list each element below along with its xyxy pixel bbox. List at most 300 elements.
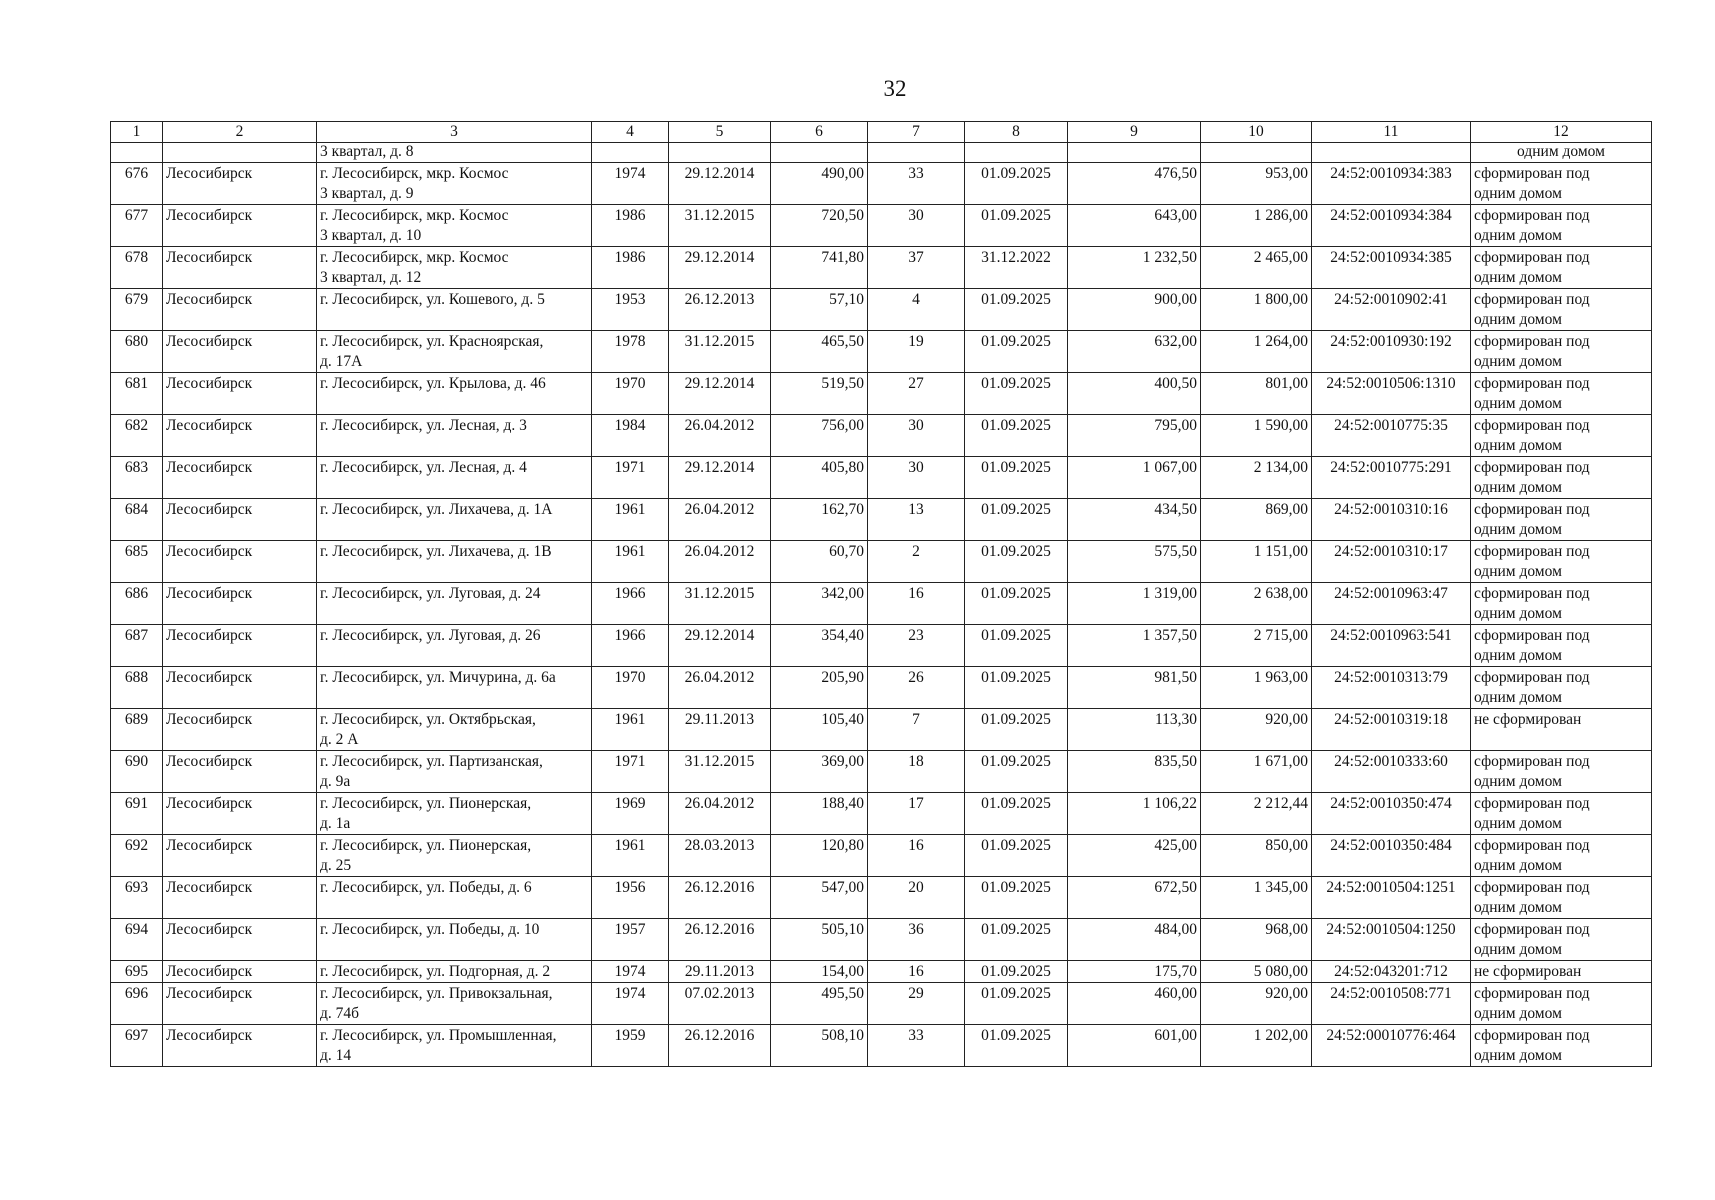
column-number-header bbox=[111, 122, 1652, 143]
address-cell bbox=[317, 331, 592, 373]
date-cell: 31.12.2015 bbox=[669, 205, 771, 247]
cadastral-number-cell: 24:52:0010934:384 bbox=[1312, 205, 1471, 247]
count-cell: 2 bbox=[868, 541, 965, 583]
area-cell: 354,40 bbox=[771, 625, 868, 667]
city-cell: Лесосибирск bbox=[163, 331, 317, 373]
row-number: 680 bbox=[111, 331, 163, 373]
address-cell bbox=[317, 667, 592, 709]
date-cell: 29.12.2014 bbox=[669, 163, 771, 205]
area-cell: 741,80 bbox=[771, 247, 868, 289]
status-line: одним домом bbox=[1474, 353, 1562, 370]
year-cell: 1957 bbox=[592, 919, 669, 961]
land-status-cell bbox=[1471, 983, 1652, 1025]
city-cell: Лесосибирск bbox=[163, 709, 317, 751]
table-row bbox=[111, 793, 1652, 835]
city-cell: Лесосибирск bbox=[163, 793, 317, 835]
address-line: г. Лесосибирск, ул. Луговая, д. 24 bbox=[320, 585, 541, 602]
value-cell: 1 345,00 bbox=[1201, 877, 1312, 919]
value-cell: 2 212,44 bbox=[1201, 793, 1312, 835]
value-cell: 1 151,00 bbox=[1201, 541, 1312, 583]
row-number: 696 bbox=[111, 983, 163, 1025]
planned-date-cell: 01.09.2025 bbox=[965, 331, 1068, 373]
value-cell: 113,30 bbox=[1068, 709, 1201, 751]
count-cell: 27 bbox=[868, 373, 965, 415]
planned-date-cell: 01.09.2025 bbox=[965, 583, 1068, 625]
status-line: одним домом bbox=[1474, 605, 1562, 622]
planned-date-cell: 01.09.2025 bbox=[965, 625, 1068, 667]
cadastral-number-cell: 24:52:0010333:60 bbox=[1312, 751, 1471, 793]
land-status-cell bbox=[1471, 163, 1652, 205]
value-cell: 434,50 bbox=[1068, 499, 1201, 541]
status-line: одним домом bbox=[1474, 311, 1562, 328]
value-cell: 920,00 bbox=[1201, 983, 1312, 1025]
address-line: д. 25 bbox=[320, 857, 352, 874]
row-number: 684 bbox=[111, 499, 163, 541]
city-cell: Лесосибирск bbox=[163, 667, 317, 709]
address-line: г. Лесосибирск, ул. Лихачева, д. 1В bbox=[320, 543, 552, 560]
address-line: д. 14 bbox=[320, 1047, 352, 1064]
address-cell bbox=[317, 961, 592, 983]
table-row bbox=[111, 541, 1652, 583]
cadastral-number-cell: 24:52:00010776:464 bbox=[1312, 1025, 1471, 1067]
city-cell: Лесосибирск bbox=[163, 1025, 317, 1067]
status-line: сформирован под bbox=[1474, 165, 1590, 182]
cadastral-number-cell: 24:52:0010775:291 bbox=[1312, 457, 1471, 499]
count-cell: 36 bbox=[868, 919, 965, 961]
area-cell: 490,00 bbox=[771, 163, 868, 205]
area-cell: 162,70 bbox=[771, 499, 868, 541]
value-cell: 1 067,00 bbox=[1068, 457, 1201, 499]
row-number: 689 bbox=[111, 709, 163, 751]
city-cell: Лесосибирск bbox=[163, 877, 317, 919]
area-cell: 756,00 bbox=[771, 415, 868, 457]
area-cell: 519,50 bbox=[771, 373, 868, 415]
area-cell: 205,90 bbox=[771, 667, 868, 709]
date-cell: 26.04.2012 bbox=[669, 667, 771, 709]
date-cell: 26.12.2016 bbox=[669, 919, 771, 961]
land-status-cell bbox=[1471, 499, 1652, 541]
area-cell: 154,00 bbox=[771, 961, 868, 983]
cadastral-number-cell: 24:52:0010504:1251 bbox=[1312, 877, 1471, 919]
planned-date-cell: 01.09.2025 bbox=[965, 499, 1068, 541]
year-cell: 1971 bbox=[592, 457, 669, 499]
table-row bbox=[111, 835, 1652, 877]
planned-date-cell: 01.09.2025 bbox=[965, 373, 1068, 415]
continuation-row bbox=[111, 143, 1652, 163]
status-line: сформирован под bbox=[1474, 985, 1590, 1002]
cadastral-number-cell: 24:52:0010934:383 bbox=[1312, 163, 1471, 205]
value-cell: 1 319,00 bbox=[1068, 583, 1201, 625]
value-cell: 968,00 bbox=[1201, 919, 1312, 961]
address-line: г. Лесосибирск, ул. Лесная, д. 4 bbox=[320, 459, 527, 476]
land-status-cell bbox=[1471, 1025, 1652, 1067]
year-cell: 1974 bbox=[592, 983, 669, 1025]
city-cell: Лесосибирск bbox=[163, 499, 317, 541]
area-cell: 120,80 bbox=[771, 835, 868, 877]
address-cell bbox=[317, 625, 592, 667]
planned-date-cell: 01.09.2025 bbox=[965, 919, 1068, 961]
row-number: 687 bbox=[111, 625, 163, 667]
address-line: 3 квартал, д. 10 bbox=[320, 227, 422, 244]
date-cell: 29.12.2014 bbox=[669, 247, 771, 289]
value-cell: 920,00 bbox=[1201, 709, 1312, 751]
planned-date-cell: 31.12.2022 bbox=[965, 247, 1068, 289]
value-cell: 835,50 bbox=[1068, 751, 1201, 793]
cadastral-number-cell: 24:52:0010963:541 bbox=[1312, 625, 1471, 667]
address-line: г. Лесосибирск, ул. Лихачева, д. 1А bbox=[320, 501, 553, 518]
city-cell: Лесосибирск bbox=[163, 961, 317, 983]
count-cell: 19 bbox=[868, 331, 965, 373]
status-line: одним домом bbox=[1474, 857, 1562, 874]
table-row bbox=[111, 877, 1652, 919]
status-line: одним домом bbox=[1474, 395, 1562, 412]
status-line: одним домом bbox=[1474, 1005, 1562, 1022]
column-header: 8 bbox=[965, 122, 1068, 143]
value-cell: 601,00 bbox=[1068, 1025, 1201, 1067]
value-cell: 1 800,00 bbox=[1201, 289, 1312, 331]
date-cell: 26.04.2012 bbox=[669, 415, 771, 457]
address-line: г. Лесосибирск, ул. Лесная, д. 3 bbox=[320, 417, 527, 434]
table-row bbox=[111, 247, 1652, 289]
status-line: одним домом bbox=[1474, 899, 1562, 916]
status-line: сформирован под bbox=[1474, 249, 1590, 266]
count-cell: 18 bbox=[868, 751, 965, 793]
column-header: 6 bbox=[771, 122, 868, 143]
cadastral-number-cell: 24:52:0010506:1310 bbox=[1312, 373, 1471, 415]
status-line: не сформирован bbox=[1474, 711, 1582, 728]
status-line: одним домом bbox=[1474, 227, 1562, 244]
planned-date-cell: 01.09.2025 bbox=[965, 205, 1068, 247]
land-status-cell bbox=[1471, 961, 1652, 983]
status-line: одним домом bbox=[1474, 773, 1562, 790]
address-line: д. 2 А bbox=[320, 731, 359, 748]
land-status-cell bbox=[1471, 205, 1652, 247]
city-cell: Лесосибирск bbox=[163, 541, 317, 583]
column-header: 12 bbox=[1471, 122, 1652, 143]
address-line: г. Лесосибирск, ул. Октябрьская, bbox=[320, 711, 536, 728]
city-cell: Лесосибирск bbox=[163, 983, 317, 1025]
date-cell: 26.12.2016 bbox=[669, 1025, 771, 1067]
address-line: г. Лесосибирск, ул. Победы, д. 10 bbox=[320, 921, 540, 938]
cadastral-number-cell: 24:52:0010350:484 bbox=[1312, 835, 1471, 877]
year-cell: 1970 bbox=[592, 667, 669, 709]
date-cell: 31.12.2015 bbox=[669, 331, 771, 373]
address-line: д. 9а bbox=[320, 773, 351, 790]
row-number: 683 bbox=[111, 457, 163, 499]
row-number: 686 bbox=[111, 583, 163, 625]
area-cell: 57,10 bbox=[771, 289, 868, 331]
address-cell bbox=[317, 247, 592, 289]
land-status-cell bbox=[1471, 331, 1652, 373]
city-cell: Лесосибирск bbox=[163, 583, 317, 625]
city-cell: Лесосибирск bbox=[163, 373, 317, 415]
column-header: 7 bbox=[868, 122, 965, 143]
continuation-address: 3 квартал, д. 8 bbox=[317, 143, 592, 163]
city-cell: Лесосибирск bbox=[163, 163, 317, 205]
table-row bbox=[111, 289, 1652, 331]
count-cell: 16 bbox=[868, 961, 965, 983]
date-cell: 29.12.2014 bbox=[669, 373, 771, 415]
count-cell: 30 bbox=[868, 415, 965, 457]
status-line: сформирован под bbox=[1474, 291, 1590, 308]
planned-date-cell: 01.09.2025 bbox=[965, 415, 1068, 457]
row-number: 682 bbox=[111, 415, 163, 457]
address-cell bbox=[317, 877, 592, 919]
date-cell: 31.12.2015 bbox=[669, 751, 771, 793]
city-cell: Лесосибирск bbox=[163, 415, 317, 457]
status-line: сформирован под bbox=[1474, 753, 1590, 770]
value-cell: 175,70 bbox=[1068, 961, 1201, 983]
column-header: 2 bbox=[163, 122, 317, 143]
value-cell: 981,50 bbox=[1068, 667, 1201, 709]
status-line: сформирован под bbox=[1474, 795, 1590, 812]
land-status-cell bbox=[1471, 289, 1652, 331]
status-line: одним домом bbox=[1474, 185, 1562, 202]
land-status-cell bbox=[1471, 793, 1652, 835]
cadastral-number-cell: 24:52:043201:712 bbox=[1312, 961, 1471, 983]
status-line: сформирован под bbox=[1474, 543, 1590, 560]
year-cell: 1986 bbox=[592, 205, 669, 247]
column-header: 10 bbox=[1201, 122, 1312, 143]
value-cell: 2 134,00 bbox=[1201, 457, 1312, 499]
value-cell: 900,00 bbox=[1068, 289, 1201, 331]
value-cell: 460,00 bbox=[1068, 983, 1201, 1025]
area-cell: 188,40 bbox=[771, 793, 868, 835]
year-cell: 1966 bbox=[592, 583, 669, 625]
count-cell: 37 bbox=[868, 247, 965, 289]
year-cell: 1970 bbox=[592, 373, 669, 415]
address-cell bbox=[317, 163, 592, 205]
year-cell: 1974 bbox=[592, 163, 669, 205]
count-cell: 7 bbox=[868, 709, 965, 751]
row-number: 688 bbox=[111, 667, 163, 709]
date-cell: 28.03.2013 bbox=[669, 835, 771, 877]
area-cell: 369,00 bbox=[771, 751, 868, 793]
date-cell: 29.11.2013 bbox=[669, 709, 771, 751]
cadastral-number-cell: 24:52:0010504:1250 bbox=[1312, 919, 1471, 961]
row-number: 677 bbox=[111, 205, 163, 247]
status-line: сформирован под bbox=[1474, 501, 1590, 518]
value-cell: 953,00 bbox=[1201, 163, 1312, 205]
value-cell: 1 232,50 bbox=[1068, 247, 1201, 289]
table-row bbox=[111, 709, 1652, 751]
row-number: 676 bbox=[111, 163, 163, 205]
column-header: 5 bbox=[669, 122, 771, 143]
housing-registry-table bbox=[110, 121, 1652, 1067]
table-row bbox=[111, 331, 1652, 373]
address-cell bbox=[317, 541, 592, 583]
planned-date-cell: 01.09.2025 bbox=[965, 1025, 1068, 1067]
count-cell: 30 bbox=[868, 205, 965, 247]
year-cell: 1966 bbox=[592, 625, 669, 667]
value-cell: 5 080,00 bbox=[1201, 961, 1312, 983]
cadastral-number-cell: 24:52:0010902:41 bbox=[1312, 289, 1471, 331]
city-cell: Лесосибирск bbox=[163, 919, 317, 961]
address-cell bbox=[317, 1025, 592, 1067]
date-cell: 29.11.2013 bbox=[669, 961, 771, 983]
count-cell: 20 bbox=[868, 877, 965, 919]
value-cell: 2 465,00 bbox=[1201, 247, 1312, 289]
value-cell: 1 106,22 bbox=[1068, 793, 1201, 835]
value-cell: 400,50 bbox=[1068, 373, 1201, 415]
address-cell bbox=[317, 793, 592, 835]
area-cell: 405,80 bbox=[771, 457, 868, 499]
address-line: 3 квартал, д. 9 bbox=[320, 185, 414, 202]
date-cell: 26.04.2012 bbox=[669, 499, 771, 541]
year-cell: 1956 bbox=[592, 877, 669, 919]
value-cell: 672,50 bbox=[1068, 877, 1201, 919]
city-cell: Лесосибирск bbox=[163, 625, 317, 667]
year-cell: 1961 bbox=[592, 709, 669, 751]
address-line: г. Лесосибирск, ул. Победы, д. 6 bbox=[320, 879, 532, 896]
year-cell: 1961 bbox=[592, 835, 669, 877]
year-cell: 1953 bbox=[592, 289, 669, 331]
city-cell: Лесосибирск bbox=[163, 751, 317, 793]
row-number: 681 bbox=[111, 373, 163, 415]
status-line: сформирован под bbox=[1474, 207, 1590, 224]
land-status-cell bbox=[1471, 541, 1652, 583]
status-line: сформирован под bbox=[1474, 921, 1590, 938]
cadastral-number-cell: 24:52:0010930:192 bbox=[1312, 331, 1471, 373]
area-cell: 508,10 bbox=[771, 1025, 868, 1067]
address-line: г. Лесосибирск, ул. Привокзальная, bbox=[320, 985, 553, 1002]
table-row bbox=[111, 457, 1652, 499]
column-header: 4 bbox=[592, 122, 669, 143]
count-cell: 30 bbox=[868, 457, 965, 499]
planned-date-cell: 01.09.2025 bbox=[965, 457, 1068, 499]
planned-date-cell: 01.09.2025 bbox=[965, 793, 1068, 835]
value-cell: 476,50 bbox=[1068, 163, 1201, 205]
year-cell: 1986 bbox=[592, 247, 669, 289]
status-line: одним домом bbox=[1474, 1047, 1562, 1064]
status-line: сформирован под bbox=[1474, 417, 1590, 434]
year-cell: 1984 bbox=[592, 415, 669, 457]
address-line: г. Лесосибирск, ул. Пионерская, bbox=[320, 837, 532, 854]
row-number: 691 bbox=[111, 793, 163, 835]
address-cell bbox=[317, 373, 592, 415]
table-row bbox=[111, 163, 1652, 205]
count-cell: 26 bbox=[868, 667, 965, 709]
status-line: одним домом bbox=[1474, 269, 1562, 286]
count-cell: 4 bbox=[868, 289, 965, 331]
row-number: 685 bbox=[111, 541, 163, 583]
value-cell: 1 357,50 bbox=[1068, 625, 1201, 667]
column-header: 11 bbox=[1312, 122, 1471, 143]
table-row bbox=[111, 983, 1652, 1025]
address-cell bbox=[317, 415, 592, 457]
area-cell: 505,10 bbox=[771, 919, 868, 961]
city-cell: Лесосибирск bbox=[163, 205, 317, 247]
area-cell: 105,40 bbox=[771, 709, 868, 751]
status-line: одним домом bbox=[1474, 941, 1562, 958]
count-cell: 23 bbox=[868, 625, 965, 667]
status-line: сформирован под bbox=[1474, 333, 1590, 350]
date-cell: 07.02.2013 bbox=[669, 983, 771, 1025]
land-status-cell bbox=[1471, 625, 1652, 667]
address-line: г. Лесосибирск, ул. Красноярская, bbox=[320, 333, 544, 350]
table-row bbox=[111, 415, 1652, 457]
cadastral-number-cell: 24:52:0010319:18 bbox=[1312, 709, 1471, 751]
address-cell bbox=[317, 983, 592, 1025]
area-cell: 547,00 bbox=[771, 877, 868, 919]
table-row bbox=[111, 961, 1652, 983]
date-cell: 31.12.2015 bbox=[669, 583, 771, 625]
land-status-cell bbox=[1471, 247, 1652, 289]
row-number: 679 bbox=[111, 289, 163, 331]
table-row bbox=[111, 919, 1652, 961]
planned-date-cell: 01.09.2025 bbox=[965, 163, 1068, 205]
status-line: одним домом bbox=[1474, 437, 1562, 454]
row-number: 678 bbox=[111, 247, 163, 289]
cadastral-number-cell: 24:52:0010313:79 bbox=[1312, 667, 1471, 709]
address-line: д. 17А bbox=[320, 353, 363, 370]
table-row bbox=[111, 625, 1652, 667]
status-line: одним домом bbox=[1474, 563, 1562, 580]
address-line: г. Лесосибирск, ул. Партизанская, bbox=[320, 753, 543, 770]
address-cell bbox=[317, 457, 592, 499]
address-cell bbox=[317, 583, 592, 625]
value-cell: 2 715,00 bbox=[1201, 625, 1312, 667]
count-cell: 16 bbox=[868, 583, 965, 625]
area-cell: 60,70 bbox=[771, 541, 868, 583]
column-header: 9 bbox=[1068, 122, 1201, 143]
value-cell: 1 264,00 bbox=[1201, 331, 1312, 373]
address-line: д. 74б bbox=[320, 1005, 360, 1022]
area-cell: 342,00 bbox=[771, 583, 868, 625]
status-line: сформирован под bbox=[1474, 669, 1590, 686]
address-line: г. Лесосибирск, ул. Подгорная, д. 2 bbox=[320, 963, 551, 980]
value-cell: 2 638,00 bbox=[1201, 583, 1312, 625]
table-row bbox=[111, 667, 1652, 709]
table-row bbox=[111, 373, 1652, 415]
value-cell: 1 286,00 bbox=[1201, 205, 1312, 247]
city-cell: Лесосибирск bbox=[163, 289, 317, 331]
status-line: сформирован под bbox=[1474, 459, 1590, 476]
address-cell bbox=[317, 289, 592, 331]
planned-date-cell: 01.09.2025 bbox=[965, 667, 1068, 709]
land-status-cell bbox=[1471, 919, 1652, 961]
page-number: 32 bbox=[883, 76, 907, 101]
land-status-cell bbox=[1471, 877, 1652, 919]
status-line: сформирован под bbox=[1474, 837, 1590, 854]
value-cell: 795,00 bbox=[1068, 415, 1201, 457]
year-cell: 1971 bbox=[592, 751, 669, 793]
address-cell bbox=[317, 709, 592, 751]
year-cell: 1974 bbox=[592, 961, 669, 983]
planned-date-cell: 01.09.2025 bbox=[965, 289, 1068, 331]
address-line: г. Лесосибирск, мкр. Космос bbox=[320, 207, 509, 224]
year-cell: 1961 bbox=[592, 499, 669, 541]
land-status-cell bbox=[1471, 751, 1652, 793]
year-cell: 1978 bbox=[592, 331, 669, 373]
address-line: г. Лесосибирск, ул. Промышленная, bbox=[320, 1027, 557, 1044]
table-body bbox=[111, 143, 1652, 1067]
value-cell: 575,50 bbox=[1068, 541, 1201, 583]
count-cell: 13 bbox=[868, 499, 965, 541]
row-number: 695 bbox=[111, 961, 163, 983]
land-status-cell bbox=[1471, 835, 1652, 877]
cadastral-number-cell: 24:52:0010350:474 bbox=[1312, 793, 1471, 835]
count-cell: 33 bbox=[868, 163, 965, 205]
planned-date-cell: 01.09.2025 bbox=[965, 835, 1068, 877]
value-cell: 801,00 bbox=[1201, 373, 1312, 415]
planned-date-cell: 01.09.2025 bbox=[965, 877, 1068, 919]
value-cell: 1 590,00 bbox=[1201, 415, 1312, 457]
value-cell: 425,00 bbox=[1068, 835, 1201, 877]
land-status-cell bbox=[1471, 583, 1652, 625]
address-line: г. Лесосибирск, ул. Луговая, д. 26 bbox=[320, 627, 541, 644]
row-number: 692 bbox=[111, 835, 163, 877]
